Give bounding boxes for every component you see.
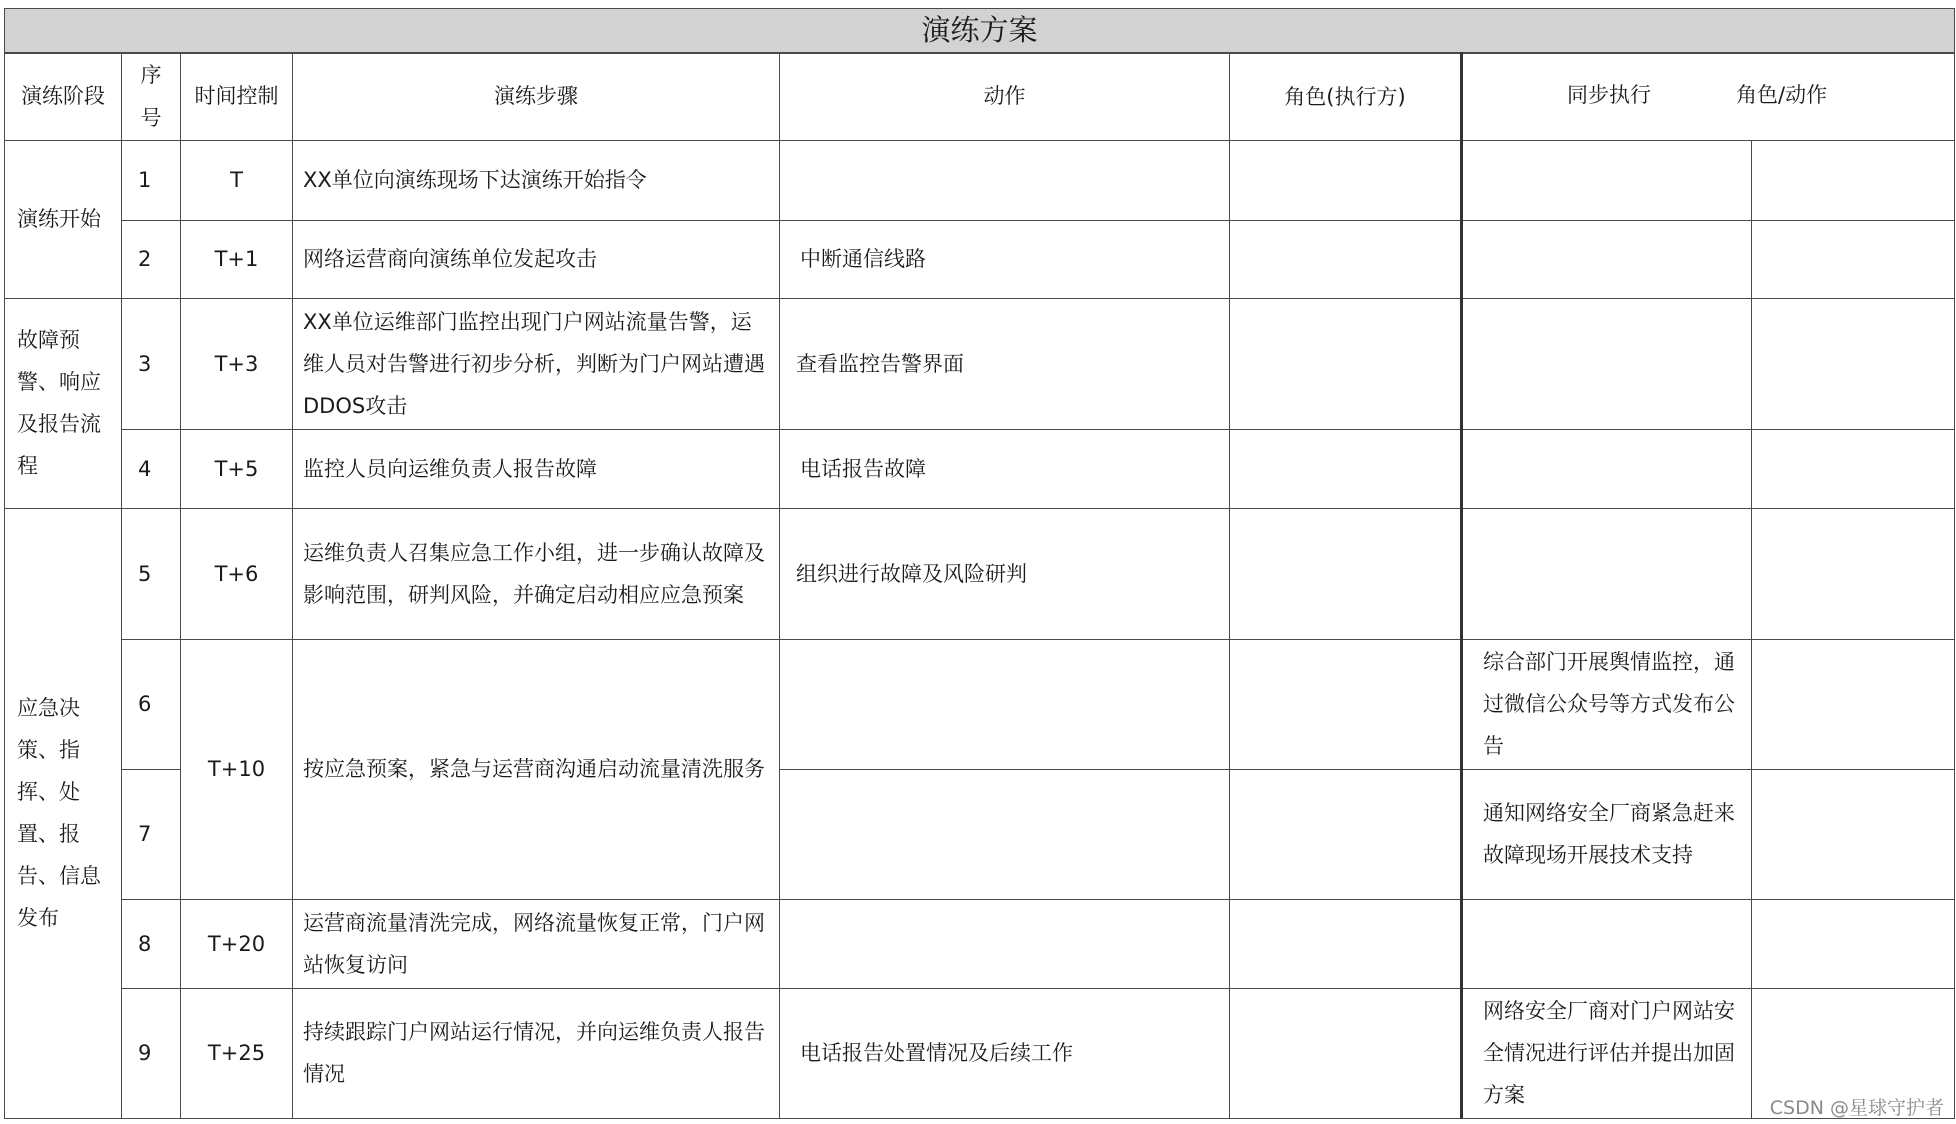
row-sync: 通知网络安全厂商紧急赶来故障现场开展技术支持: [1462, 769, 1752, 899]
row-sync-role: [1752, 220, 1955, 298]
header-step: 演练步骤: [293, 53, 780, 141]
row-role: [1230, 899, 1462, 988]
row-action: 电话报告处置情况及后续工作: [780, 988, 1230, 1118]
row-step: 运维负责人召集应急工作小组，进一步确认故障及影响范围，研判风险，并确定启动相应应急预案: [293, 508, 780, 639]
row-role: [1230, 429, 1462, 508]
phase-alert: 故障预警、响应及报告流程: [5, 298, 122, 508]
header-seq: 序号: [122, 53, 181, 141]
row-time: T+20: [181, 899, 293, 988]
row-sync: 综合部门开展舆情监控，通过微信公众号等方式发布公告: [1462, 639, 1752, 769]
row-action: [780, 140, 1230, 220]
row-sync-role: [1752, 298, 1955, 429]
row-role: [1230, 140, 1462, 220]
row-sync: [1462, 508, 1752, 639]
header-role: 角色(执行方): [1230, 53, 1462, 141]
row-action: 电话报告故障: [780, 429, 1230, 508]
row-step: XX单位向演练现场下达演练开始指令: [293, 140, 780, 220]
row-sync-role: [1752, 429, 1955, 508]
row-step: 运营商流量清洗完成，网络流量恢复正常，门户网站恢复访问: [293, 899, 780, 988]
row-sync-role: [1752, 769, 1955, 899]
row-sync: [1462, 220, 1752, 298]
row-step: 持续跟踪门户网站运行情况，并向运维负责人报告情况: [293, 988, 780, 1118]
row-step: XX单位运维部门监控出现门户网站流量告警，运维人员对告警进行初步分析，判断为门户网站遭遇 DDOS攻击: [293, 298, 780, 429]
row-step: 网络运营商向演练单位发起攻击: [293, 220, 780, 298]
header-time: 时间控制: [181, 53, 293, 141]
row-sync-role: [1752, 140, 1955, 220]
row-action: [780, 639, 1230, 769]
row-sync: [1462, 298, 1752, 429]
phase-start: 演练开始: [5, 140, 122, 298]
row-seq: 7: [122, 769, 181, 899]
row-sync-role: [1752, 639, 1955, 769]
row-sync: [1462, 899, 1752, 988]
row-seq: 6: [122, 639, 181, 769]
row-action: [780, 769, 1230, 899]
row-role: [1230, 220, 1462, 298]
row-sync-role: [1752, 899, 1955, 988]
row-action: 组织进行故障及风险研判: [780, 508, 1230, 639]
row-seq: 9: [122, 988, 181, 1118]
row-role: [1230, 769, 1462, 899]
header-phase: 演练阶段: [5, 53, 122, 141]
row-seq: 4: [122, 429, 181, 508]
row-seq: 3: [122, 298, 181, 429]
header-action: 动作: [780, 53, 1230, 141]
row-role: [1230, 298, 1462, 429]
row-time: T+10: [181, 639, 293, 899]
row-time: T+3: [181, 298, 293, 429]
row-step: 监控人员向运维负责人报告故障: [293, 429, 780, 508]
row-role: [1230, 508, 1462, 639]
row-step: 按应急预案，紧急与运营商沟通启动流量清洗服务: [293, 639, 780, 899]
row-time: T+25: [181, 988, 293, 1118]
header-sync-role: 角色/动作: [1736, 82, 1828, 107]
row-action: [780, 899, 1230, 988]
row-time: T+1: [181, 220, 293, 298]
row-time: T: [181, 140, 293, 220]
row-sync: [1462, 429, 1752, 508]
row-seq: 5: [122, 508, 181, 639]
row-action: 中断通信线路: [780, 220, 1230, 298]
row-sync: [1462, 140, 1752, 220]
header-sync-cell: [1462, 53, 1955, 141]
drill-plan-table: [4, 8, 1955, 1119]
watermark: CSDN @星球守护者: [1769, 1097, 1944, 1119]
row-seq: 1: [122, 140, 181, 220]
row-seq: 8: [122, 899, 181, 988]
header-sync: 同步执行: [1567, 82, 1651, 107]
row-seq: 2: [122, 220, 181, 298]
row-sync-role: [1752, 508, 1955, 639]
row-action: 查看监控告警界面: [780, 298, 1230, 429]
phase-response: 应急决策、指挥、处置、报告、信息发布: [5, 508, 122, 1118]
table-title: 演练方案: [5, 9, 1955, 53]
row-role: [1230, 988, 1462, 1118]
row-time: T+6: [181, 508, 293, 639]
row-sync: 网络安全厂商对门户网站安全情况进行评估并提出加固方案: [1462, 988, 1752, 1118]
row-role: [1230, 639, 1462, 769]
row-time: T+5: [181, 429, 293, 508]
